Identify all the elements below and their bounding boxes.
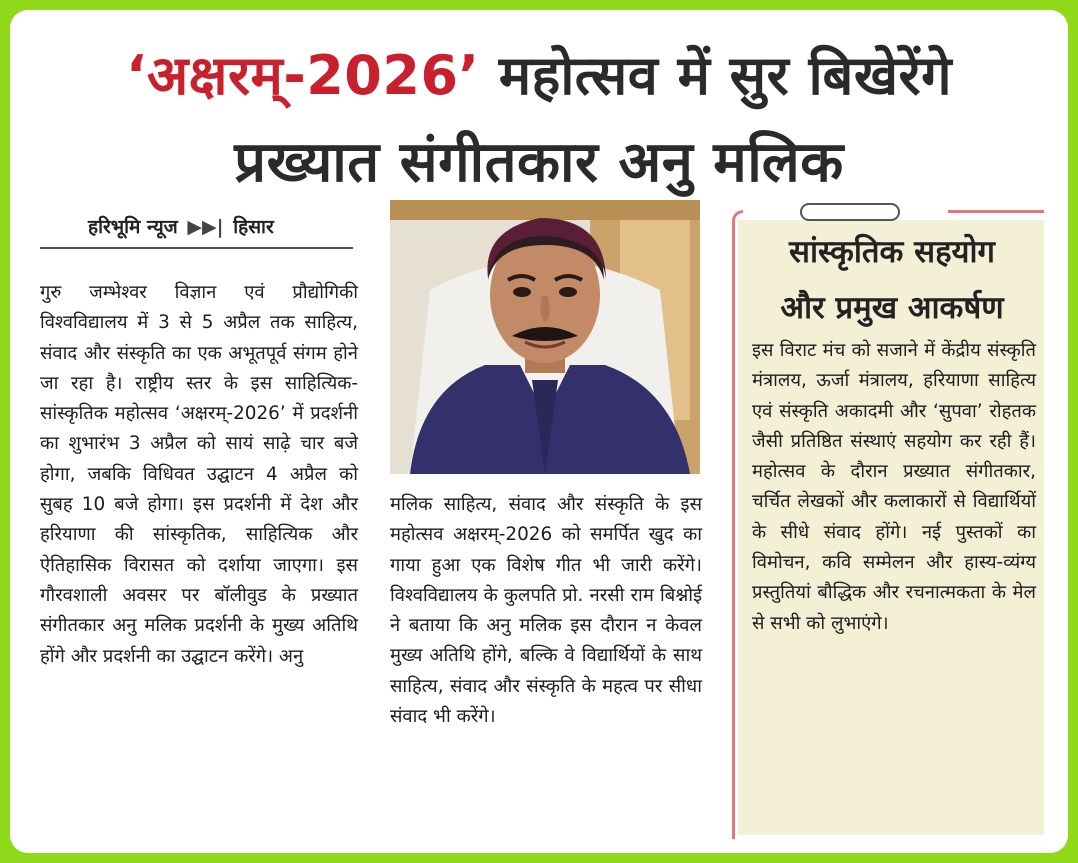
- sidebar-frame-line: [732, 210, 743, 839]
- headline-festival-name: ‘अक्षरम्-2026’: [125, 44, 480, 107]
- sidebar-title-line-1: सांस्कृतिक सहयोग: [788, 234, 996, 270]
- byline-arrows: ▶▶|: [187, 216, 224, 238]
- article-column-1: गुरु जम्भेश्वर विज्ञान एवं प्रौद्योगिकी विश्वविद्यालय में 3 से 5 अप्रैल तक साहित्य, संवाद और संस्कृति का एक अभूतपूर्व संगम होने जा रहा है। राष्ट्रीय स्तर के इस साहित्यिक-सांस्कृतिक महोत्सव ‘अक्षरम्-2026’ में प्रदर्शनी का शुभारंभ 3 अप्रैल को सायं साढ़े चार बजे होगा, जबकि विधिवत उद्घाटन 4 अप्रैल को सुबह 10 बजे होगा। इस प्रदर्शनी में देश और हरियाणा की सांस्कृतिक, साहित्यिक और ऐतिहासिक विरासत को दर्शाया जाएगा। इस गौरवशाली अवसर पर बॉलीवुड के प्रख्यात संगीतकार अनु मलिक प्रदर्शनी के मुख्य अतिथि होंगे और प्रदर्शनी का उद्घाटन करेंगे। अनु: [40, 282, 358, 667]
- byline-source: हरिभूमि न्यूज: [88, 216, 178, 238]
- newspaper-clipping: [10, 10, 1068, 853]
- article-column-2: मलिक साहित्य, संवाद और संस्कृति के इस महोत्सव अक्षरम्-2026 को समर्पित खुद का गाया हुआ एक विशेष गीत भी जारी करेंगे। विश्वविद्यालय के कुलपति प्रो. नरसी राम बिश्नोई ने बताया कि अनु मलिक इस दौरान न केवल मुख्य अतिथि होंगे, बल्कि वे विद्यार्थियों के साथ साहित्य, संवाद और संस्कृति के महत्व पर सीधा संवाद भी करेंगे।: [390, 494, 702, 728]
- portrait-photo: [390, 200, 700, 474]
- headline-line-1: [10, 36, 1068, 110]
- portrait-illustration: [390, 200, 700, 474]
- byline: [40, 213, 353, 249]
- headline-line-2: प्रख्यात संगीतकार अनु मलिक: [234, 130, 844, 195]
- byline-place: हिसार: [233, 216, 274, 238]
- sidebar-text: इस विराट मंच को सजाने में केंद्रीय संस्कृति मंत्रालय, ऊर्जा मंत्रालय, हरियाणा साहित्य एवं संस्कृति अकादमी और ‘सुपवा’ रोहतक जैसी प्रतिष्ठित संस्थाएं सहयोग कर रही हैं। महोत्सव के दौरान प्रख्यात संगीतकार, चर्चित लेखकों और कलाकारों से विद्यार्थियों के सीधे संवाद होंगे। नई पुस्तकों का विमोचन, कवि सम्मेलन और हास्य-व्यंग्य प्रस्तुतियां बौद्धिक और रचनात्मकता के मेल से सभी को लुभाएंगे।: [752, 340, 1036, 634]
- sidebar-title-line-2: और प्रमुख आकर्षण: [780, 290, 1004, 326]
- sidebar-tab-decoration: [800, 203, 900, 221]
- headline-line-1-text: महोत्सव में सुर बिखेरेंगे: [498, 44, 953, 107]
- sidebar-frame-top-line: [948, 210, 1044, 213]
